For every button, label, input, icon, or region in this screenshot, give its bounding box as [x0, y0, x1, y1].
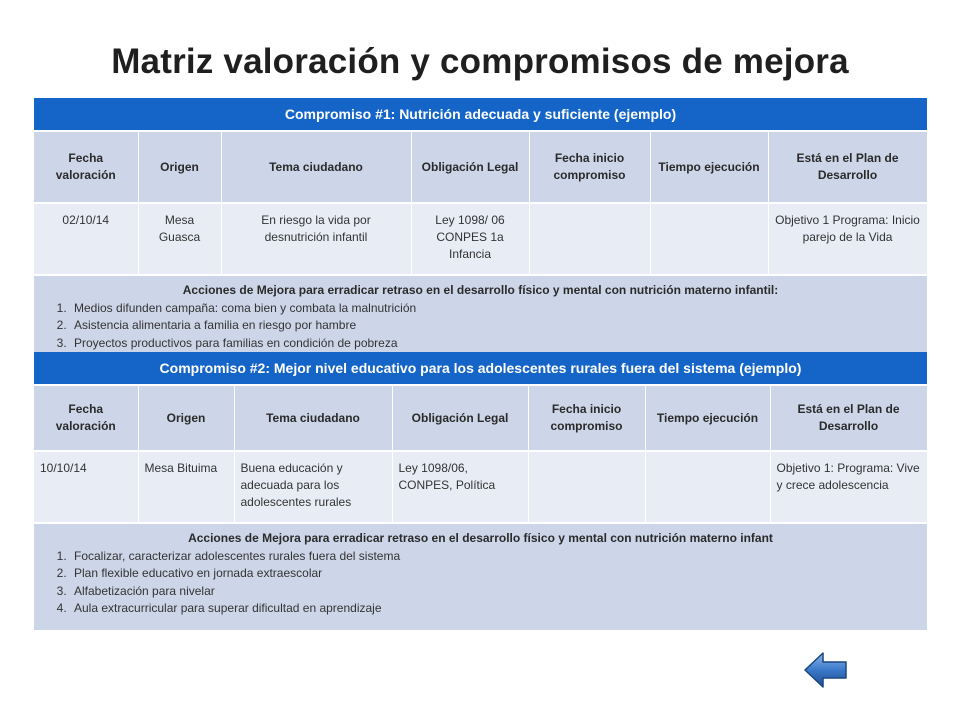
- col-fecha-valoracion: Fecha valoración: [34, 132, 138, 203]
- cell-tema: Buena educación y adecuada para los adolescentes rurales: [234, 451, 392, 522]
- cell-plan: Objetivo 1: Programa: Vive y crece adolescencia: [770, 451, 927, 522]
- list-item: 4. Aula extracurricular para superar dificultad en aprendizaje: [70, 600, 917, 618]
- list-item: 3. Alfabetización para nivelar: [70, 583, 917, 601]
- col-obligacion-legal: Obligación Legal: [392, 386, 528, 451]
- table-row: [34, 203, 927, 274]
- cell-tiempo: [645, 451, 770, 522]
- compromiso-1-table: [34, 132, 928, 274]
- back-button[interactable]: [803, 650, 849, 690]
- back-arrow-icon: [803, 650, 849, 690]
- col-fecha-valoracion: Fecha valoración: [34, 386, 138, 451]
- compromiso-2-table: [34, 386, 928, 522]
- page-title: Matriz valoración y compromisos de mejora: [111, 42, 849, 81]
- list-item: 2. Asistencia alimentaria a familia en riesgo por hambre: [70, 317, 917, 335]
- acciones-title: Acciones de Mejora para erradicar retraso en el desarrollo físico y mental con nutrición materno infantil:: [182, 283, 779, 297]
- cell-tema: En riesgo la vida por desnutrición infantil: [221, 203, 411, 274]
- cell-obligacion: Ley 1098/06, CONPES, Política: [392, 451, 528, 522]
- col-obligacion-legal: Obligación Legal: [411, 132, 529, 203]
- col-plan-desarrollo: Está en el Plan de Desarrollo: [770, 386, 927, 451]
- compromiso-2-section: [34, 352, 927, 630]
- acciones-list: [44, 300, 917, 353]
- list-item: 1. Medios difunden campaña: coma bien y combata la malnutrición: [70, 300, 917, 318]
- table-header-row: [34, 386, 927, 451]
- cell-origen: Mesa Bituima: [138, 451, 234, 522]
- list-item: 1. Focalizar, caracterizar adolescentes rurales fuera del sistema: [70, 548, 917, 566]
- col-plan-desarrollo: Está en el Plan de Desarrollo: [768, 132, 927, 203]
- col-tiempo-ejecucion: Tiempo ejecución: [645, 386, 770, 451]
- col-origen: Origen: [138, 132, 221, 203]
- cell-inicio: [528, 451, 645, 522]
- compromiso-2-acciones: [34, 522, 927, 630]
- acciones-title: Acciones de Mejora para erradicar retraso en el desarrollo físico y mental con nutrición materno infant: [188, 531, 773, 545]
- compromiso-1-section: [34, 98, 927, 368]
- col-fecha-inicio: Fecha inicio compromiso: [528, 386, 645, 451]
- table-row: [34, 451, 927, 522]
- cell-tiempo: [650, 203, 768, 274]
- cell-obligacion: Ley 1098/ 06 CONPES 1a Infancia: [411, 203, 529, 274]
- col-tema-ciudadano: Tema ciudadano: [221, 132, 411, 203]
- cell-inicio: [529, 203, 650, 274]
- table-header-row: [34, 132, 927, 203]
- cell-plan: Objetivo 1 Programa: Inicio parejo de la Vida: [768, 203, 927, 274]
- compromiso-1-header: Compromiso #1: Nutrición adecuada y suficiente (ejemplo): [34, 98, 927, 132]
- cell-fecha: 10/10/14: [34, 451, 138, 522]
- acciones-list: [44, 548, 917, 618]
- col-origen: Origen: [138, 386, 234, 451]
- list-item: 2. Plan flexible educativo en jornada extraescolar: [70, 565, 917, 583]
- list-item: 3. Proyectos productivos para familias en condición de pobreza: [70, 335, 917, 353]
- compromiso-2-header: Compromiso #2: Mejor nivel educativo para los adolescentes rurales fuera del sistema (ejemplo): [34, 352, 927, 386]
- cell-fecha: 02/10/14: [34, 203, 138, 274]
- col-fecha-inicio: Fecha inicio compromiso: [529, 132, 650, 203]
- col-tiempo-ejecucion: Tiempo ejecución: [650, 132, 768, 203]
- cell-origen: Mesa Guasca: [138, 203, 221, 274]
- col-tema-ciudadano: Tema ciudadano: [234, 386, 392, 451]
